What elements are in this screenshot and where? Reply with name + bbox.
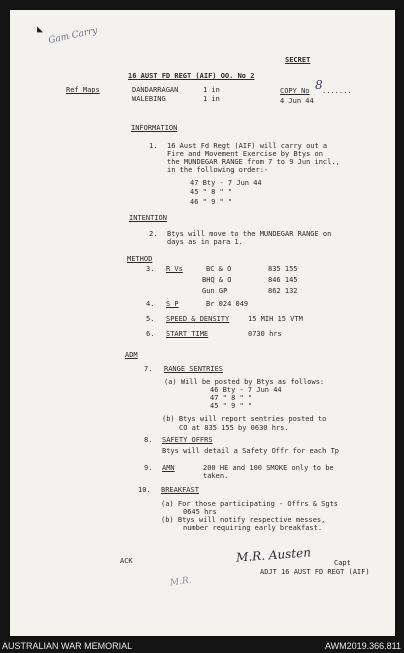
signature-title: ADJT 16 AUST FD REGT (AIF) <box>260 568 370 576</box>
secret-label: SECRET <box>285 56 311 64</box>
rv-name: BHQ & O <box>202 276 232 284</box>
breakfast-label: BREAKFAST <box>161 486 199 494</box>
amn-text: taken. <box>203 472 229 480</box>
rv-name: Gun GP <box>202 287 228 295</box>
handwritten-signature: M.R. Austen <box>235 545 312 565</box>
intention-line: Btys will move to the MUNDEGAR RANGE on <box>167 230 332 238</box>
map-name: DANDARRAGAN <box>132 86 179 94</box>
copy-label: COPY No <box>280 87 310 95</box>
schedule-line: 47 Bty - 7 Jun 44 <box>190 179 262 187</box>
copy-number: 8 <box>315 78 323 92</box>
sentries-a: (a) Will be posted by Btys as follows: <box>164 378 325 386</box>
copy-dots: ....... <box>322 87 352 95</box>
sp-label: S P <box>166 300 179 308</box>
para-number: 10. <box>138 486 151 494</box>
ref-maps-label: Ref Maps <box>66 86 100 94</box>
amn-text: 200 HE and 100 SMOKE only to be <box>203 464 334 472</box>
intention-line: days as in para 1. <box>167 238 243 246</box>
info-line: in the following order:- <box>167 166 269 174</box>
rv-ref: 846 145 <box>268 276 298 284</box>
rv-name: BC & O <box>206 265 232 273</box>
handwritten-annotation: Gam Carry <box>47 25 99 47</box>
range-sentries-label: RANGE SENTRIES <box>164 365 224 373</box>
document-page <box>10 10 395 636</box>
sentries-schedule-line: 46 Bty - 7 Jun 44 <box>210 386 282 394</box>
para-number: 5. <box>146 315 155 323</box>
info-line: Fire and Movement Exercise by Btys on <box>167 150 323 158</box>
archive-footer <box>0 639 404 653</box>
para-number: 8. <box>144 436 153 444</box>
info-line: the MUNDEGAR RANGE from 7 to 9 Jun incl., <box>167 158 340 166</box>
speed-value: 15 MIH 15 VTM <box>248 315 303 323</box>
rv-ref: 862 132 <box>268 287 298 295</box>
para-number: 4. <box>146 300 155 308</box>
para-number: 3. <box>146 265 155 273</box>
safety-text: Btys will detail a Safety Offr for each Tp <box>162 447 340 455</box>
rv-ref: 835 155 <box>268 265 298 273</box>
para-number: 1. <box>149 142 158 150</box>
heading-information: INFORMATION <box>131 124 178 132</box>
sp-value: Br 024 049 <box>206 300 249 308</box>
para-number: 7. <box>144 365 153 373</box>
schedule-line: 46 " 9 " " <box>190 198 233 206</box>
amn-label: AMN <box>162 464 175 472</box>
heading-method: METHOD <box>127 255 153 263</box>
footer-institution: AUSTRALIAN WAR MEMORIAL <box>2 641 133 651</box>
heading-adm: ADM <box>125 351 138 359</box>
start-time-value: 0730 hrs <box>248 330 282 338</box>
para-number: 6. <box>146 330 155 338</box>
map-scale: 1 in <box>203 95 220 103</box>
safety-offrs-label: SAFETY OFFRS <box>162 436 213 444</box>
rvs-label: R Vs <box>166 265 183 273</box>
start-time-label: START TIME <box>166 330 209 338</box>
breakfast-a: (a) For those participating - Offrs & Sgts <box>161 500 339 508</box>
para-number: 2. <box>149 230 158 238</box>
breakfast-b: (b) Btys will notify respective messes, <box>161 516 326 524</box>
sentries-schedule-line: 47 " 8 " " <box>210 394 253 402</box>
sentries-b: (b) Btys will report sentries posted to <box>162 415 327 423</box>
sentries-b: CO at 835 155 by 0630 hrs. <box>179 424 289 432</box>
speed-label: SPEED & DENSITY <box>166 315 230 323</box>
handwritten-initials: M.R. <box>169 575 193 589</box>
punch-mark: ◣ <box>37 24 44 35</box>
map-name: WALEBING <box>132 95 166 103</box>
schedule-line: 45 " 8 " " <box>190 188 233 196</box>
breakfast-a: 0645 hrs <box>183 508 217 516</box>
ack-label: ACK <box>120 557 133 565</box>
map-scale: 1 in <box>203 86 220 94</box>
para-number: 9. <box>144 464 153 472</box>
signature-rank: Capt <box>334 559 351 567</box>
heading-intention: INTENTION <box>129 214 167 222</box>
info-line: 16 Aust Fd Regt (AIF) will carry out a <box>167 142 328 150</box>
breakfast-b: number requiring early breakfast. <box>183 524 323 532</box>
order-title: 16 AUST FD REGT (AIF) OO. No 2 <box>128 72 255 80</box>
order-date: 4 Jun 44 <box>280 97 314 105</box>
sentries-schedule-line: 45 " 9 " " <box>210 402 253 410</box>
footer-accession-number: AWM2019.366.811 <box>324 641 401 651</box>
